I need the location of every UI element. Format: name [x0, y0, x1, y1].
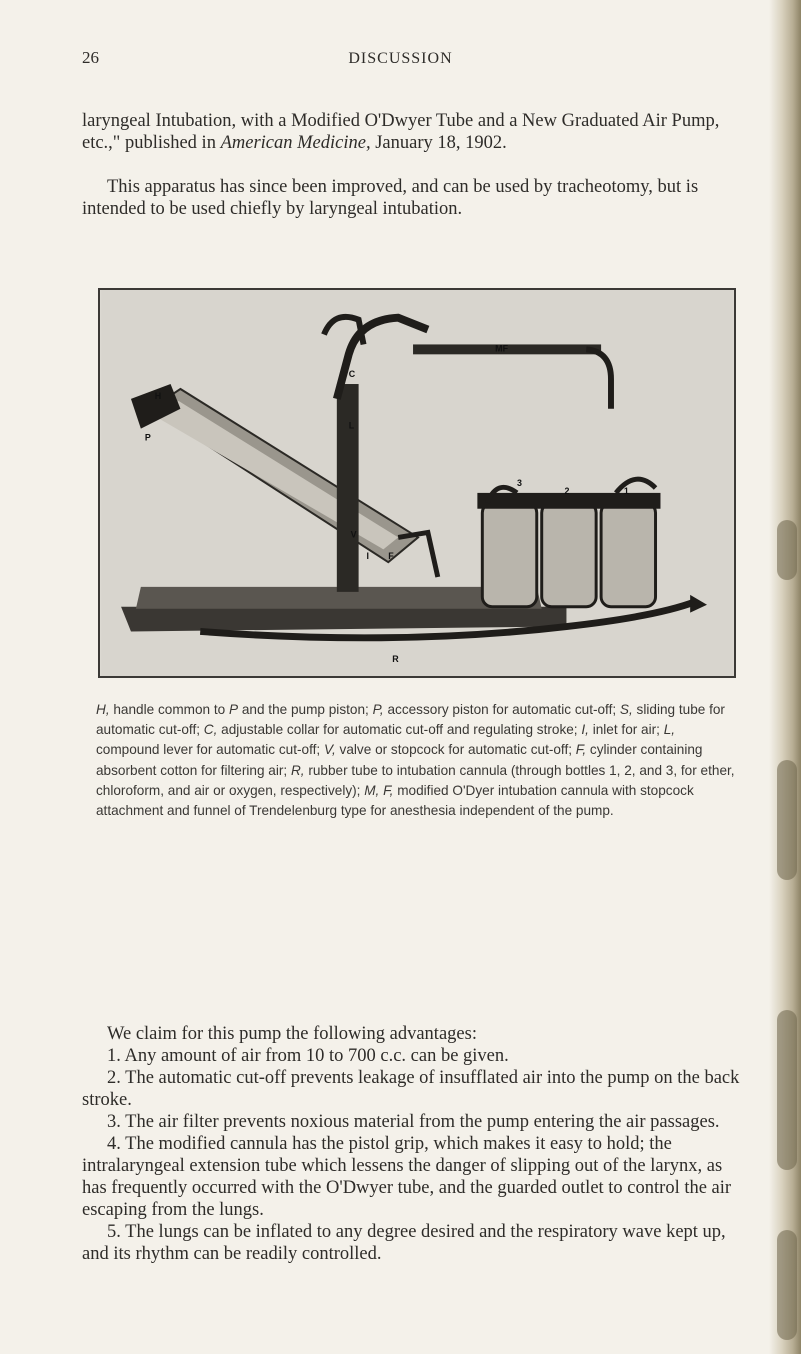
svg-text:I: I — [366, 551, 370, 562]
caption-run: P — [228, 702, 239, 717]
advantage-item: 3. The air filter prevents noxious material from the pump entering the air passages. — [107, 1112, 720, 1132]
caption-run: I, — [581, 722, 589, 738]
svg-text:H: H — [154, 390, 162, 401]
caption-run: accessory piston for automatic cut-off; — [383, 702, 620, 717]
caption-run: valve or stopcock for automatic cut-off; — [335, 742, 576, 758]
caption-run: and the pump piston; — [238, 702, 373, 717]
caption-run: inlet for air; — [588, 722, 664, 738]
caption-run: R, — [290, 762, 305, 778]
caption-run: H, — [96, 702, 110, 717]
caption-run: C, — [203, 722, 218, 738]
svg-text:F: F — [388, 551, 394, 562]
caption-run: sliding tube for automatic cut-off; — [96, 702, 725, 738]
caption-run: adjustable collar for automatic cut-off and regulating stroke; — [217, 722, 582, 738]
svg-text:2: 2 — [564, 485, 570, 496]
svg-text:P: P — [144, 432, 151, 443]
caption-run: handle common to — [109, 702, 229, 717]
svg-text:MF: MF — [495, 343, 509, 354]
caption-run: compound lever for automatic cut-off; — [96, 742, 324, 758]
advantage-item: 1. Any amount of air from 10 to 700 c.c. can be given. — [107, 1046, 509, 1066]
caption-run: modified O'Dyer intubation cannula with stopcock attachment and funnel of Trendelenburg type for anesthesia independent of the pump. — [96, 782, 694, 819]
page-number: 26 — [82, 48, 99, 67]
advantage-item: 4. The modified cannula has the pistol grip, which makes it easy to hold; the intralaryngeal extension tube which lessens the danger of slipping out of the larynx, as has frequently occurred with the O'Dwyer tube, and the guarded outlet to control the air escaping from the lungs. — [82, 1134, 732, 1220]
caption-run: M, F, — [364, 782, 394, 798]
caption-run: P, — [372, 702, 384, 717]
svg-text:1: 1 — [623, 485, 629, 496]
running-head: DISCUSSION — [348, 50, 453, 67]
paragraph-citation: laryngeal Intubation, with a Modified O'Dwyer Tube and a New Graduated Air Pump, etc.," published in American Medicine, January 18, 1902. — [82, 111, 720, 153]
svg-text:L: L — [348, 420, 355, 431]
caption-run: L, — [663, 722, 676, 738]
advantage-item: 5. The lungs can be inflated to any degree desired and the respiratory wave kept up, and its rhythm can be readily controlled. — [82, 1222, 726, 1264]
advantages-list — [82, 1023, 744, 1265]
svg-text:C: C — [348, 369, 356, 380]
caption-run: F, — [575, 742, 587, 758]
svg-text:3: 3 — [516, 477, 522, 488]
caption-run: cylinder containing absorbent cotton for filtering air; — [96, 742, 703, 778]
svg-text:V: V — [350, 529, 357, 540]
apparatus-illustration — [98, 288, 736, 678]
caption-run: rubber tube to intubation cannula (through bottles 1, 2, and 3, for ether, chloroform, and air or oxygen, respectively); — [96, 762, 735, 798]
paragraph-apparatus: This apparatus has since been improved, and can be used by tracheotomy, but is intended to be used chiefly by laryngeal intubation. — [82, 177, 699, 219]
caption-run: S, — [619, 702, 633, 717]
svg-text:R: R — [392, 654, 399, 665]
figure-caption — [96, 700, 736, 821]
advantages-intro: We claim for this pump the following advantages: — [107, 1024, 477, 1044]
page-edge-shadow — [769, 0, 801, 1354]
caption-run: V, — [323, 742, 336, 758]
advantage-item: 2. The automatic cut-off prevents leakage of insufflated air into the pump on the back stroke. — [82, 1068, 740, 1110]
